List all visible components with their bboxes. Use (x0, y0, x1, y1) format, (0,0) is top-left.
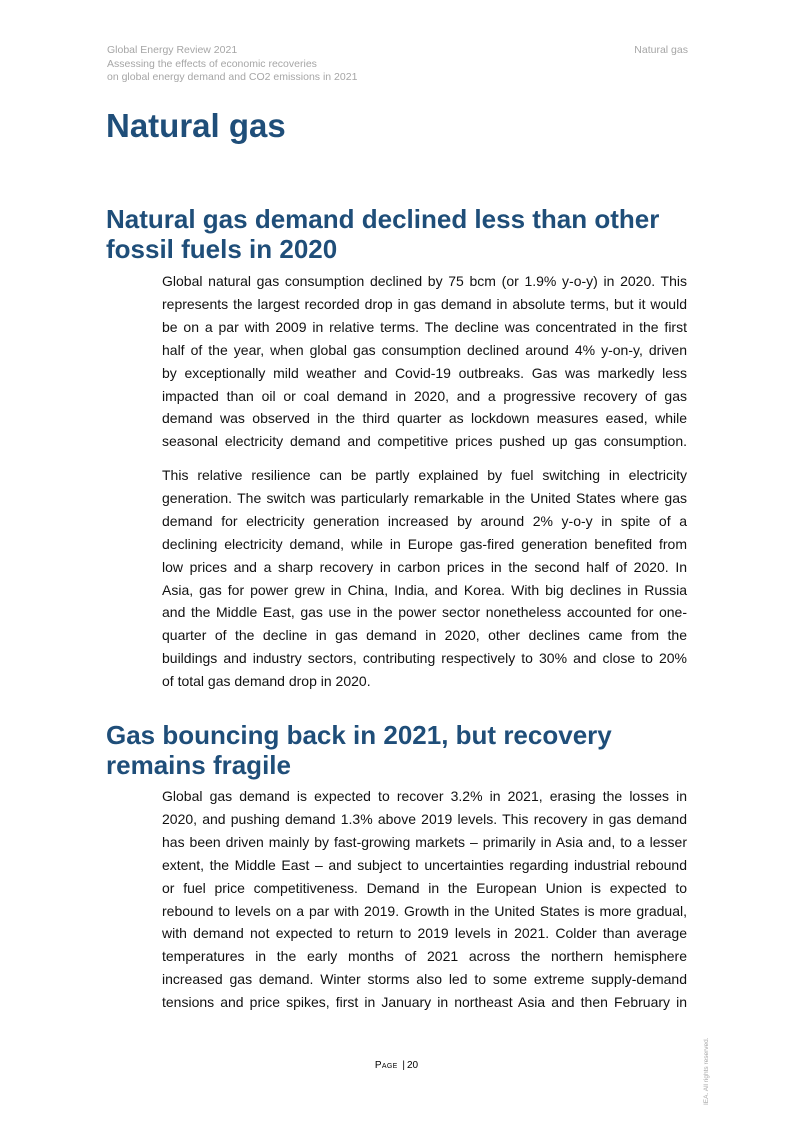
paragraph-consumption-decline (162, 270, 687, 453)
running-header (107, 44, 357, 85)
text-line: tensions and price spikes, first in January in northeast Asia and then February in (162, 994, 687, 1011)
rights-notice-container (703, 1030, 713, 1105)
text-line: and the Middle East, gas use in the power sector nonetheless accounted for one- (162, 604, 687, 621)
text-line: generation. The switch was particularly remarkable in the United States where gas (162, 489, 687, 506)
heading-line: remains fragile (106, 750, 291, 780)
report-title: Global Energy Review 2021 (107, 44, 238, 56)
text-line: seasonal electricity demand and competitive prices pushed up gas consumption. (162, 433, 687, 450)
text-line: impacted than oil or coal demand in 2020, and a progressive recovery of gas (162, 387, 687, 404)
heading-line: Gas bouncing back in 2021, but recovery (106, 720, 612, 750)
text-line: demand was observed in the third quarter as lockdown measures eased, while (162, 410, 687, 427)
text-line: extent, the Middle East – and subject to uncertainties regarding industrial rebound (162, 856, 687, 873)
text-line: be on a par with 2009 in relative terms. The decline was concentrated in the first (162, 318, 687, 335)
text-line: This relative resilience can be partly explained by fuel switching in electricity (162, 467, 687, 483)
text-line: with demand not expected to return to 2019 levels in 2021. Colder than average (162, 925, 687, 942)
paragraph-fuel-switching (162, 464, 687, 693)
text-line: rebound to levels on a par with 2019. Growth in the United States is more gradual, (162, 902, 687, 919)
report-subtitle-line-2: on global energy demand and CO2 emissions in 2021 (107, 71, 358, 83)
page-label: Page (374, 1060, 398, 1071)
text-line: quarter of the decline in gas demand in 2020, other declines came from the (162, 627, 687, 644)
section-heading-demand-2020 (106, 204, 706, 264)
text-line: half of the year, when global gas consumption declined around 4% y-on-y, driven (162, 341, 687, 358)
text-line: Global gas demand is expected to recover 3.2% in 2021, erasing the losses in (162, 788, 687, 804)
heading-line: fossil fuels in 2020 (106, 234, 338, 264)
chapter-title: Natural gas (106, 107, 286, 144)
report-subtitle-line-1: Assessing the effects of economic recoveries (107, 57, 317, 70)
text-line: by exceptionally mild weather and Covid-19 outbreaks. Gas was markedly less (162, 364, 687, 381)
text-line: 2020, and pushing demand 1.3% above 2019 levels. This recovery in gas demand (162, 810, 687, 827)
page-number: 20 (406, 1060, 419, 1071)
text-line: Global natural gas consumption declined by 75 bcm (or 1.9% y-o-y) in 2020. This (162, 273, 687, 289)
text-line: increased gas demand. Winter storms also led to some extreme supply-demand (162, 971, 687, 988)
section-label: Natural gas (634, 44, 688, 56)
text-line: or fuel price competitiveness. Demand in the European Union is expected to (162, 879, 687, 896)
text-line: low prices and a sharp recovery in carbon prices in the second half of 2020. In (162, 558, 687, 575)
heading-line: Natural gas demand declined less than other (106, 204, 660, 234)
section-heading-recovery-2021 (106, 720, 706, 780)
text-line: of total gas demand drop in 2020. (162, 673, 371, 690)
text-line: represents the largest recorded drop in gas demand in absolute terms, but it would (162, 295, 687, 312)
page-separator: | (402, 1060, 405, 1071)
text-line: demand for electricity generation increased by around 2% y-o-y in spite of a (162, 512, 687, 529)
text-line: declining electricity demand, while in Europe gas-fired generation benefited from (162, 535, 687, 552)
text-line: buildings and industry sectors, contributing respectively to 30% and close to 20% (162, 650, 687, 667)
paragraph-gas-recovery (162, 785, 687, 1014)
text-line: Asia, gas for power grew in China, India, and Korea. With big declines in Russia (162, 581, 687, 598)
text-line: temperatures in the early months of 2021 across the northern hemisphere (162, 948, 687, 965)
page-footer (0, 1060, 793, 1071)
text-line: has been driven mainly by fast-growing markets – primarily in Asia and, to a lesser (162, 833, 687, 850)
rights-notice: IEA. All rights reserved. (703, 1037, 710, 1105)
